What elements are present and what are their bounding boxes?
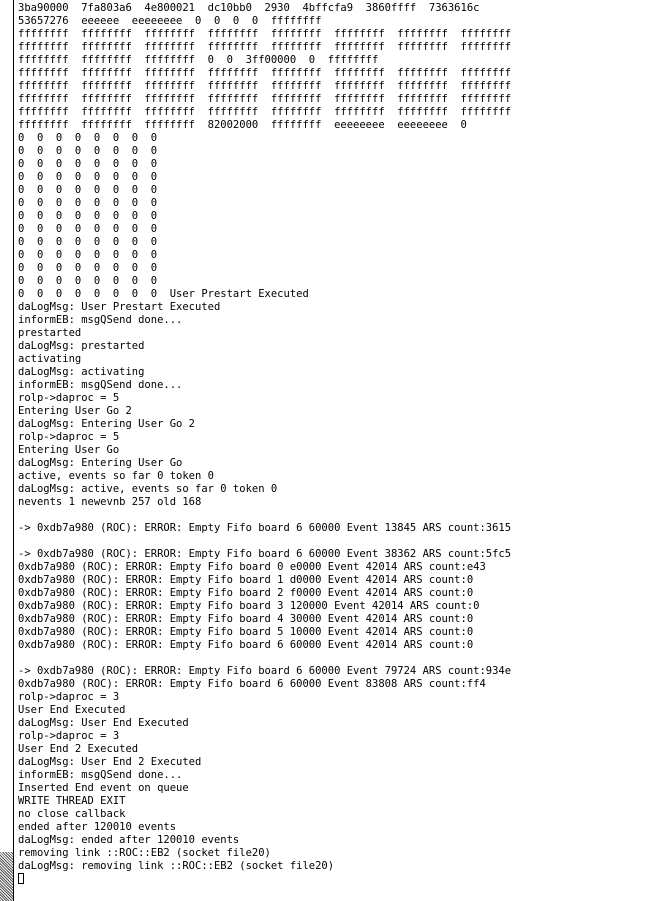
terminal-line: 0 0 0 0 0 0 0 0 <box>18 158 158 170</box>
terminal-line: 0 0 0 0 0 0 0 0 <box>18 236 158 248</box>
terminal-line: no close callback <box>18 808 126 820</box>
terminal-line: activating <box>18 353 82 365</box>
terminal-line: ffffffff ffffffff ffffffff ffffffff ffffffff ffffffff ffffffff ffffffff <box>18 93 512 105</box>
text-cursor <box>18 873 24 884</box>
terminal-line: 0xdb7a980 (ROC): ERROR: Empty Fifo board 1 d0000 Event 42014 ARS count:0 <box>18 574 474 586</box>
terminal-line: daLogMsg: Entering User Go <box>18 457 183 469</box>
terminal-line: 0xdb7a980 (ROC): ERROR: Empty Fifo board 6 60000 Event 42014 ARS count:0 <box>18 639 474 651</box>
terminal-line: rolp->daproc = 5 <box>18 431 120 443</box>
terminal-line: daLogMsg: removing link ::ROC::EB2 (socket file20) <box>18 860 335 872</box>
terminal-output[interactable] <box>18 2 511 886</box>
terminal-line: rolp->daproc = 5 <box>18 392 120 404</box>
terminal-line: 0 0 0 0 0 0 0 0 <box>18 197 158 209</box>
terminal-prompt-line[interactable] <box>18 873 511 886</box>
terminal-line: ffffffff ffffffff ffffffff ffffffff ffffffff ffffffff ffffffff ffffffff <box>18 28 512 40</box>
terminal-line: User End 2 Executed <box>18 743 139 755</box>
scrollbar[interactable] <box>0 0 14 901</box>
terminal-line: daLogMsg: prestarted <box>18 340 145 352</box>
terminal-line: daLogMsg: User Prestart Executed <box>18 301 221 313</box>
terminal-line: -> 0xdb7a980 (ROC): ERROR: Empty Fifo board 6 60000 Event 38362 ARS count:5fc5 <box>18 548 512 560</box>
terminal-line: 0 0 0 0 0 0 0 0 <box>18 223 158 235</box>
terminal-line: 0xdb7a980 (ROC): ERROR: Empty Fifo board 0 e0000 Event 42014 ARS count:e43 <box>18 561 486 573</box>
terminal-line: 0xdb7a980 (ROC): ERROR: Empty Fifo board 6 60000 Event 83808 ARS count:ff4 <box>18 678 486 690</box>
terminal-line: daLogMsg: ended after 120010 events <box>18 834 240 846</box>
terminal-line: informEB: msgQSend done... <box>18 379 183 391</box>
terminal-line: 53657276 eeeeee eeeeeeee 0 0 0 0 ffffffff <box>18 15 322 27</box>
terminal-line: daLogMsg: User End 2 Executed <box>18 756 202 768</box>
terminal-line: removing link ::ROC::EB2 (socket file20) <box>18 847 271 859</box>
terminal-line: informEB: msgQSend done... <box>18 769 183 781</box>
terminal-line: 0 0 0 0 0 0 0 0 <box>18 132 158 144</box>
terminal-line: -> 0xdb7a980 (ROC): ERROR: Empty Fifo board 6 60000 Event 13845 ARS count:3615 <box>18 522 512 534</box>
terminal-line: 0xdb7a980 (ROC): ERROR: Empty Fifo board 5 10000 Event 42014 ARS count:0 <box>18 626 474 638</box>
terminal-line: 0xdb7a980 (ROC): ERROR: Empty Fifo board 4 30000 Event 42014 ARS count:0 <box>18 613 474 625</box>
terminal-line: Entering User Go <box>18 444 120 456</box>
terminal-line: daLogMsg: activating <box>18 366 145 378</box>
scrollbar-thumb[interactable] <box>0 852 13 901</box>
terminal-line: rolp->daproc = 3 <box>18 691 120 703</box>
terminal-line <box>18 509 511 522</box>
terminal-line: ffffffff ffffffff ffffffff ffffffff ffffffff ffffffff ffffffff ffffffff <box>18 106 512 118</box>
terminal-line: ffffffff ffffffff ffffffff 82002000 ffffffff eeeeeeee eeeeeeee 0 <box>18 119 467 131</box>
terminal-line: ffffffff ffffffff ffffffff 0 0 3ff00000 0 ffffffff <box>18 54 379 66</box>
terminal-line: 0 0 0 0 0 0 0 0 User Prestart Executed <box>18 288 309 300</box>
terminal-line: daLogMsg: User End Executed <box>18 717 189 729</box>
terminal-line: rolp->daproc = 3 <box>18 730 120 742</box>
terminal-line: -> 0xdb7a980 (ROC): ERROR: Empty Fifo board 6 60000 Event 79724 ARS count:934e <box>18 665 512 677</box>
terminal-line: active, events so far 0 token 0 <box>18 470 214 482</box>
terminal-line: ffffffff ffffffff ffffffff ffffffff ffffffff ffffffff ffffffff ffffffff <box>18 80 512 92</box>
terminal-line: informEB: msgQSend done... <box>18 314 183 326</box>
terminal-line: Entering User Go 2 <box>18 405 132 417</box>
terminal-line: 0 0 0 0 0 0 0 0 <box>18 145 158 157</box>
terminal-line: nevents 1 newevnb 257 old 168 <box>18 496 202 508</box>
terminal-line <box>18 535 511 548</box>
terminal-line: ffffffff ffffffff ffffffff ffffffff ffffffff ffffffff ffffffff ffffffff <box>18 41 512 53</box>
terminal-line: 3ba90000 7fa803a6 4e800021 dc10bb0 2930 4bffcfa9 3860ffff 7363616c <box>18 2 480 14</box>
terminal-line: WRITE THREAD EXIT <box>18 795 126 807</box>
terminal-line: 0xdb7a980 (ROC): ERROR: Empty Fifo board 3 120000 Event 42014 ARS count:0 <box>18 600 480 612</box>
terminal-line: prestarted <box>18 327 82 339</box>
terminal-line: User End Executed <box>18 704 126 716</box>
terminal-line: 0 0 0 0 0 0 0 0 <box>18 262 158 274</box>
terminal-line: 0 0 0 0 0 0 0 0 <box>18 275 158 287</box>
terminal-line: 0 0 0 0 0 0 0 0 <box>18 171 158 183</box>
terminal-line: daLogMsg: Entering User Go 2 <box>18 418 196 430</box>
terminal-line <box>18 652 511 665</box>
terminal-line: Inserted End event on queue <box>18 782 189 794</box>
terminal-line: 0xdb7a980 (ROC): ERROR: Empty Fifo board 2 f0000 Event 42014 ARS count:0 <box>18 587 474 599</box>
terminal-line: daLogMsg: active, events so far 0 token 0 <box>18 483 278 495</box>
terminal-line: 0 0 0 0 0 0 0 0 <box>18 249 158 261</box>
terminal-line: ended after 120010 events <box>18 821 177 833</box>
terminal-line: 0 0 0 0 0 0 0 0 <box>18 184 158 196</box>
terminal-line: 0 0 0 0 0 0 0 0 <box>18 210 158 222</box>
terminal-line: ffffffff ffffffff ffffffff ffffffff ffffffff ffffffff ffffffff ffffffff <box>18 67 512 79</box>
